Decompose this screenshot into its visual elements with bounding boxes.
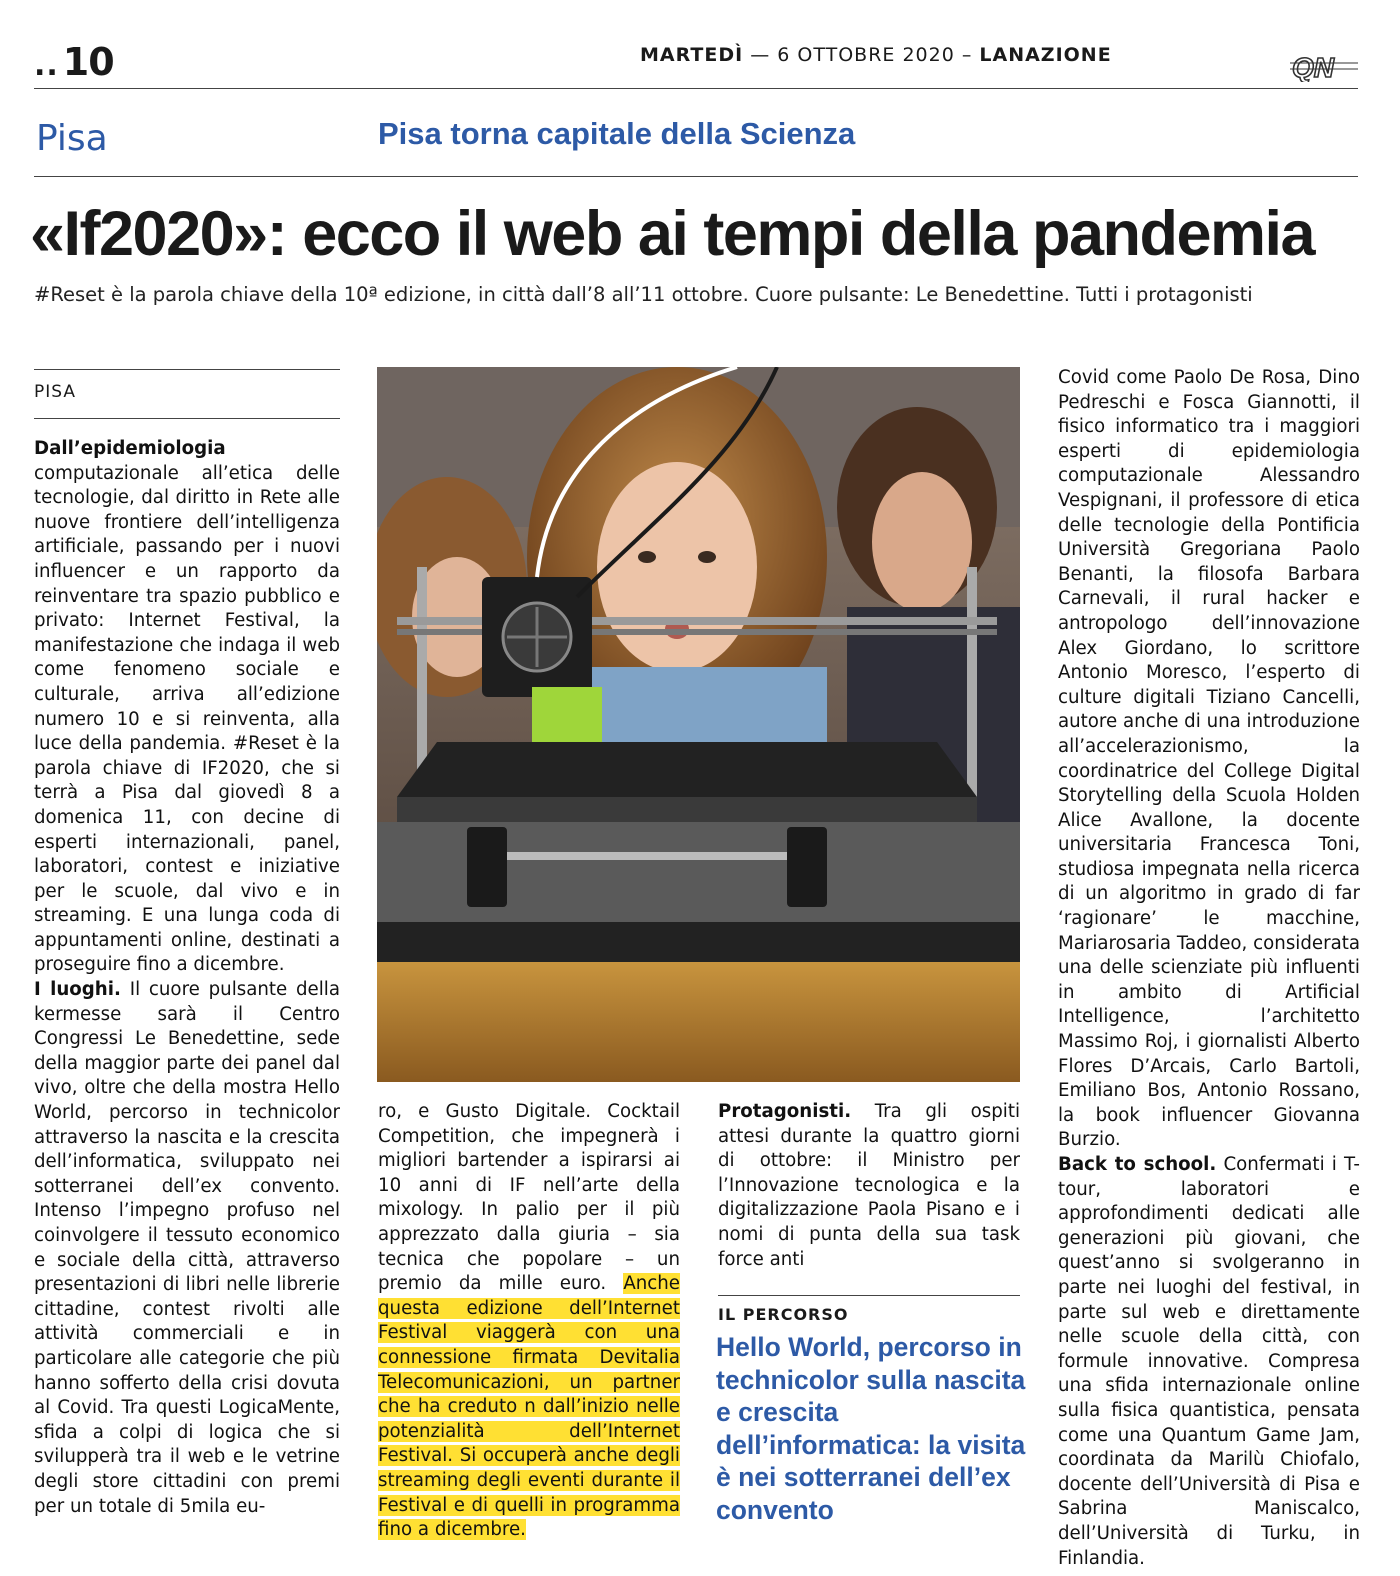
lead-bold: Dall’epidemiologia (34, 438, 226, 459)
dateline (640, 44, 1112, 66)
col2-text: ro, e Gusto Digitale. Cocktail Competition, che impegnerà i migliori bartender a ispirarsi ai 10 anni di IF nell’arte della mixology. In palio per il più apprezzato dalla giuria – sia tecnica che popolare – un premio da mille euro. (378, 1101, 680, 1295)
paragraph-intro (34, 437, 340, 978)
headline: «If2020»: ecco il web ai tempi della pandemia (30, 199, 1315, 269)
date-day: MARTEDÌ (640, 44, 744, 66)
article-column-1 (34, 437, 340, 1519)
newspaper-name: LANAZIONE (979, 44, 1112, 66)
section-name: Pisa (36, 118, 108, 159)
protagonisti-text: Tra gli ospiti attesi durante la quattro giorni di ottobre: il Ministro per l’Innovazione tecnologica e la digitalizzazione Paola Pisano e i nomi di punta della sua task force anti (718, 1101, 1020, 1270)
sponsor-highlight: Anche questa edizione dell’Internet Festival viaggerà con una connessione firmata Devitalia Telecomunicazioni, un partner che ha creduto n dall’inizio nelle potenzialità dell’Internet Festival. Si occuperà anche degli streaming degli eventi durante il Festival e di quelli in programma fino a dicembre. (378, 1273, 680, 1541)
byline-rule-top (34, 369, 340, 370)
paragraph-back-to-school (1058, 1153, 1360, 1571)
svg-text:QN: QN (1292, 52, 1334, 82)
paragraph-luoghi (34, 978, 340, 1519)
kicker: Pisa torna capitale della Scienza (378, 116, 856, 151)
header-rule (34, 88, 1358, 89)
page-number: .. 10 (34, 40, 114, 84)
article-column-4 (1058, 366, 1360, 1571)
luoghi-bold: I luoghi. (34, 979, 121, 1001)
subhead: #Reset è la parola chiave della 10ª edizione, in città dall’8 all’11 ottobre. Cuore pulsante: Le Benedettine. Tutti i protagonisti (34, 283, 1253, 306)
photo-3d-printer (377, 367, 1020, 1082)
date-rest: — 6 OTTOBRE 2020 – (743, 44, 980, 66)
kicker-rule (34, 176, 1358, 177)
back-to-school-text: Confermati i T-tour, laboratori e approfondimenti dedicati alle generazioni più giovani, che quest’anno si svolgeranno in parte nei luoghi del festival, in parte sul web e direttamente nelle scuole della città, con formule innovative. Compresa una sfida internazionale online sulla fisica quantistica, pensata come una Quantum Game Jam, coordinata da Marilù Chiofalo, docente dell’Università di Pisa e Sabrina Maniscalco, dell’Università di Turku, in Finlandia. (1058, 1154, 1360, 1569)
col4-text: Covid come Paolo De Rosa, Dino Pedreschi e Fosca Giannotti, il fisico informatico tra i maggiori esperti di epidemiologia computazionale Alessandro Vespignani, il professore di etica delle tecnologie della Pontificia Università Gregoriana Paolo Benanti, la filosofa Barbara Carnevali, il rural hacker e antropologo dell’innovazione Alex Giordano, lo scrittore Antonio Moresco, l’esperto di culture digitali Tiziano Cancelli, autore anche di una introduzione all’accelerazionismo, la coordinatrice del College Digital Storytelling della Scuola Holden Alice Avallone, la docente universitaria Francesca Toni, studiosa impegnata nella ricerca di un algoritmo in grado di far ‘ragionare’ le macchine, Mariarosaria Taddeo, considerata una delle scienziate più influenti in ambito di Artificial Intelligence, l’architetto Massimo Roj, i giornalisti Alberto Flores D’Arcais, Carlo Bartoli, Emiliano Bos, Antonio Rossano, la book influencer Giovanna Burzio. (1058, 367, 1360, 1151)
byline: PISA (34, 382, 77, 402)
box-label: IL PERCORSO (718, 1305, 849, 1324)
article-column-2 (378, 1100, 680, 1543)
paragraph-col2 (378, 1100, 680, 1543)
luoghi-text: Il cuore pulsante della kermesse sarà il Centro Congressi Le Benedettine, sede della maggior parte dei panel dal vivo, oltre che della mostra Hello World, percorso in technicolor attraverso la nascita e la crescita dell’informatica, sviluppato nei sotterranei dell’ex convento. Intenso l’impegno profuso nel coinvolgere il tessuto economico e sociale della città, attraverso presentazioni di libri nelle librerie cittadine, contest rivolti alle attività commerciali e in particolare alle categorie che più hanno sofferto della crisi dovuta al Covid. Tra questi LogicaMente, sfida a colpi di logica che si svilupperà tra il web e le vetrine degli store cittadini con premi per un totale di 5mila eu- (34, 979, 340, 1517)
protagonisti-bold: Protagonisti. (718, 1101, 852, 1122)
paragraph-col4 (1058, 366, 1360, 1153)
qn-logo (1290, 52, 1358, 82)
box-rule (718, 1295, 1020, 1296)
article-column-3 (718, 1100, 1020, 1272)
byline-rule-bottom (34, 418, 340, 419)
back-to-school-bold: Back to school. (1058, 1154, 1217, 1175)
paragraph-protagonisti (718, 1100, 1020, 1272)
lead-text: computazionale all’etica delle tecnologie, dal diritto in Rete alle nuove frontiere dell’intelligenza artificiale, passando per i nuovi influencer e un rapporto da reinventare tra spazio pubblico e privato: Internet Festival, la manifestazione che indaga il web come fenomeno sociale e culturale, arriva all’edizione numero 10 e si reinventa, alla luce della pandemia. #Reset è la parola chiave di IF2020, che si terrà a Pisa dal giovedì 8 a domenica 11, con decine di esperti internazionali, panel, laboratori, contest e iniziative per le scuole, dal vivo e in streaming. E una lunga coda di appuntamenti online, destinati a proseguire fino a dicembre. (34, 462, 340, 976)
box-title: Hello World, percorso in technicolor sulla nascita e crescita dell’informatica: la visita è nei sotterranei dell’ex convento (716, 1332, 1026, 1525)
